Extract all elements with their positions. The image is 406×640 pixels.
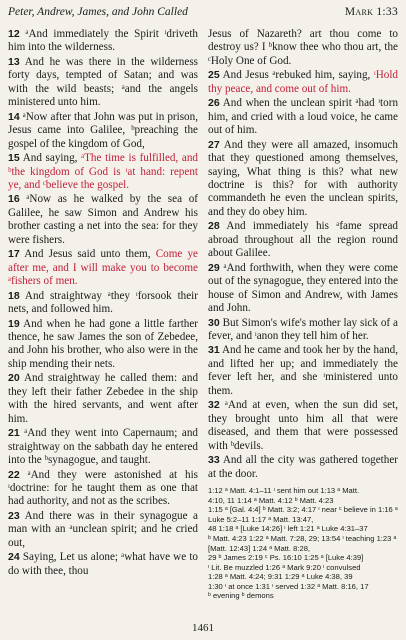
verse-number: 31	[208, 344, 220, 357]
verse-text: And straightway he called them: and they left their father Zebedee in the ship with the hired servants, and went after him.	[8, 372, 199, 425]
verse-number: 25	[208, 69, 220, 82]
verse-text: And straightway ᵃthey ᶦforsook their nets, and followed him.	[8, 289, 198, 316]
words-of-christ: Come ye after me, and I will make you to become ᵃfishers of men.	[8, 248, 198, 288]
verse-number: 20	[8, 372, 20, 385]
verse-number: 19	[8, 317, 20, 330]
verse	[8, 290, 198, 317]
footnote-line: 1:30 ᶦ at once 1:31 ᶦ served 1:32 ᵃ Matt. 8:16, 17	[208, 581, 369, 591]
verse	[208, 344, 398, 398]
verse-number: 13	[8, 55, 20, 68]
verse	[8, 152, 198, 192]
verse-number: 26	[208, 97, 220, 110]
verse	[208, 220, 398, 260]
verse	[8, 56, 198, 110]
verse-number: 23	[8, 509, 20, 522]
verse-text: And he was there in the wilderness forty days, tempted of Satan; and was with the wild beasts; ᵃand the angels ministered unto him.	[8, 55, 198, 109]
verse-number: 21	[8, 427, 20, 440]
words-of-christ: ᵃThe time is fulfilled, and ᵇthe kingdom of God is ᶦat hand: repent ye, and ᶜbelieve the gospel.	[8, 152, 198, 191]
verse-text: ᵃAnd at even, when the sun did set, they brought unto him all that were diseased, and them that were possessed with ᵇdevils.	[208, 399, 398, 452]
right-column-verses	[208, 28, 398, 481]
verse	[208, 399, 398, 453]
verse-number: 18	[8, 289, 20, 302]
verse-text: ᵃNow as he walked by the sea of Galilee, he saw Simon and Andrew his brother casting a net into the sea: for they were fishers.	[8, 193, 198, 246]
verse-number: 28	[208, 220, 220, 233]
verse-text: ᵃAnd immediately the Spirit ᶦdriveth him into the wilderness.	[8, 28, 198, 54]
verse	[208, 139, 398, 220]
verse	[8, 469, 198, 509]
footnote-line: 48 1:18 ᵃ [Luke 14:26] ᶦ left 1:21 ᵃ Luke 4:31–37	[208, 524, 368, 534]
verse	[8, 427, 198, 467]
verse-text: And he came and took her by the hand, and lifted her up; and immediately the fever left her, and she ᶦministered unto them.	[208, 344, 399, 397]
footnote-line: 1:12 ᵃ Matt. 4:1–11 ᶦ sent him out 1:13 ᵃ Matt.	[208, 485, 360, 495]
left-column	[8, 28, 198, 601]
verse-text: And all the city was gathered together at the door.	[208, 454, 399, 480]
verse-text: ᵃAnd forthwith, when they were come out of the synagogue, they entered into the house of Simon and Andrew, with James and John.	[208, 261, 398, 315]
verse-number: 24	[8, 551, 20, 564]
footnote-line: 1:28 ᵃ Matt. 4:24; 9:31 1:29 ᵃ Luke 4:38, 39	[208, 572, 353, 582]
verse-number: 30	[208, 316, 220, 329]
page-number: 1461	[192, 622, 214, 634]
footnote-line: ᵇ Matt. 4:23 1:22 ᵃ Matt. 7:28, 29; 13:54 ᶦ teaching 1:23 ᵃ [Matt. 12:43] 1:24 ᵃ Matt. 8:28,	[208, 533, 397, 553]
text-columns	[8, 28, 398, 601]
verse-text: Jesus of Nazareth? art thou come to destroy us? I ᵇknow thee who thou art, the ᶜHoly One of God.	[208, 28, 398, 67]
verse	[8, 372, 198, 426]
verse	[208, 97, 398, 137]
verse-number: 29	[208, 261, 220, 274]
verse	[8, 510, 198, 550]
verse-number: 22	[8, 468, 20, 481]
verse	[8, 28, 198, 55]
verse-text: Saying, Let us alone; ᵃwhat have we to do with thee, thou	[8, 551, 198, 577]
verse-text: And Jesus said unto them,	[24, 248, 156, 261]
verse	[208, 69, 398, 96]
verse	[8, 111, 198, 151]
verse-text: ᵃAnd they were astonished at his ᶦdoctrine: for he taught them as one that had authority, and not as the scribes.	[8, 468, 198, 508]
verse-number: 32	[208, 399, 220, 412]
running-title: Peter, Andrew, James, and John Called	[8, 6, 188, 18]
verse-number: 14	[8, 110, 20, 123]
verse-text: And immediately his ᵃfame spread abroad throughout all the region round about Galilee.	[208, 220, 398, 260]
verse-text: And Jesus ᵃrebuked him, saying,	[222, 69, 374, 82]
right-column	[208, 28, 398, 601]
verse	[208, 262, 398, 316]
verse	[208, 454, 398, 481]
verse-text: And saying,	[22, 152, 82, 165]
verse	[208, 28, 398, 68]
footnote-line: 4:10, 11 1:14 ᵃ Matt. 4:12 ᵇ Matt. 4:23	[208, 495, 334, 505]
verse-number: 17	[8, 248, 20, 261]
footnotes	[208, 486, 398, 601]
chapter-verse-reference: Mark 1:33	[344, 6, 398, 18]
verse-text: And there was in their synagogue a man with an ᵃunclean spirit; and he cried out,	[8, 509, 198, 549]
verse-text: And when the unclean spirit ᵃhad ᶦtorn him, and cried with a loud voice, he came out of him.	[208, 97, 399, 137]
verse-number: 15	[8, 152, 20, 165]
footnote-line: 29 ᵇ James 2:19 ᶜ Ps. 16:10 1:25 ᵃ [Luke 4:39]	[208, 553, 364, 563]
verse-number: 12	[8, 28, 20, 40]
verse-text: And when he had gone a little farther thence, he saw James the son of Zebedee, and John his brother, who also were in the ship mending their nets.	[8, 317, 199, 370]
verse-text: And they were all amazed, insomuch that they questioned among themselves, saying, What thing is this? what new doctrine is this? for with authority commandeth he even the unclean spirits, and they do obey him.	[208, 138, 398, 218]
verse-text: ᵃNow after that John was put in prison, Jesus came into Galilee, ᵇpreaching the gospel of the kingdom of God,	[8, 110, 198, 150]
page-header	[8, 6, 398, 28]
footnote-line: ᶦ Lit. Be muzzled 1:26 ᵃ Mark 9:20 ᶦ convulsed	[208, 562, 361, 572]
verse-text: ᵃAnd they went into Capernaum; and straightway on the sabbath day he entered into the ᵇsynagogue, and taught.	[8, 427, 198, 467]
words-of-christ: ᶦHold thy peace, and come out of him.	[208, 69, 398, 95]
verse	[208, 317, 398, 344]
footnote-line: ᵇ evening ᵇ demons	[208, 591, 274, 601]
verse-number: 33	[208, 454, 220, 467]
verse	[8, 551, 198, 578]
verse	[8, 318, 198, 372]
verse	[8, 248, 198, 288]
footnote-line: 1:15 ᵃ [Gal. 4:4] ᵇ Matt. 3:2; 4:17 ᶦ near ᶜ believe in 1:16 ᵃ Luke 5:2–11 1:17 ᵃ Matt. 13:47,	[208, 505, 398, 524]
verse-number: 16	[8, 193, 20, 206]
verse-text: But Simon's wife's mother lay sick of a fever, and ᶦanon they tell him of her.	[208, 316, 398, 342]
verse-number: 27	[208, 138, 220, 151]
verse	[8, 193, 198, 247]
